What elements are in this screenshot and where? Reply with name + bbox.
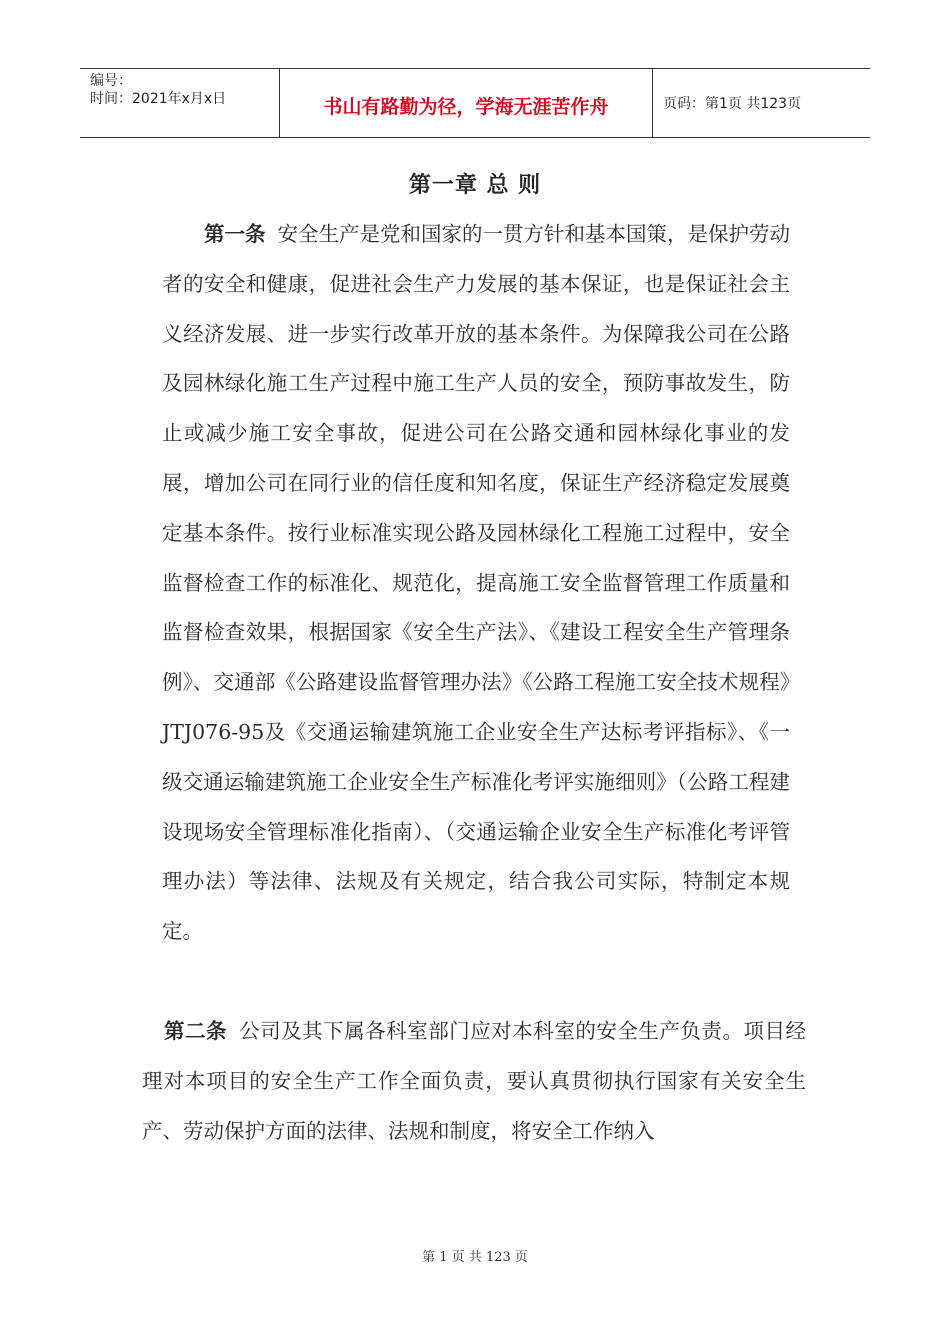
document-date: 时间：2021年x月x日 (90, 91, 227, 107)
article-1-label: 第一条 (204, 222, 266, 246)
page-header (80, 68, 870, 138)
article-2-text: 公司及其下属各科室部门应对本科室的安全生产负责。项目经理对本项目的安全生产工作全面负责，要认真贯彻执行国家有关安全生产、劳动保护方面的法律、法规和制度，将安全工作纳入 (142, 1019, 807, 1143)
header-page-info: 页码：第1页 共123页 (663, 96, 802, 112)
document-number-label: 编号： (90, 73, 132, 89)
page-footer: 第 1 页 共 123 页 (422, 1250, 528, 1265)
chapter-title: 第一章 总 则 (408, 173, 542, 198)
article-2-label: 第二条 (164, 1019, 228, 1043)
article-2 (142, 1007, 806, 1156)
header-motto: 书山有路勤为径，学海无涯苦作舟 (280, 69, 653, 137)
article-1-text: 安全生产是党和国家的一贯方针和基本国策，是保护劳动者的安全和健康，促进社会生产力发展的基本保证，也是保证社会主义经济发展、进一步实行改革开放的基本条件。为保障我公司在公路及园林绿化施工生产过程中施工生产人员的安全，预防事故发生，防止或减少施工安全事故，促进公司在公路交通和园林绿化事业的发展，增加公司在同行业的信任度和知名度，保证生产经济稳定发展奠定基本条件。按行业标准实现公路及园林绿化工程施工过程中，安全监督检查工作的标准化、规范化，提高施工安全监督管理工作质量和监督检查效果，根据国家《安全生产法》、《建设工程安全生产管理条例》、交通部《公路建设监督管理办法》《公路工程施工安全技术规程》JTJ076-95及《交通运输建筑施工企业安全生产达标考评指标》、《一级交通运输建筑施工企业安全生产标准化考评实施细则》（公路工程建设现场安全管理标准化指南）、（交通运输企业安全生产标准化考评管理办法）等法律、法规及有关规定，结合我公司实际，特制定本规定。 (162, 222, 790, 944)
article-1 (162, 210, 790, 957)
header-meta (80, 69, 280, 137)
